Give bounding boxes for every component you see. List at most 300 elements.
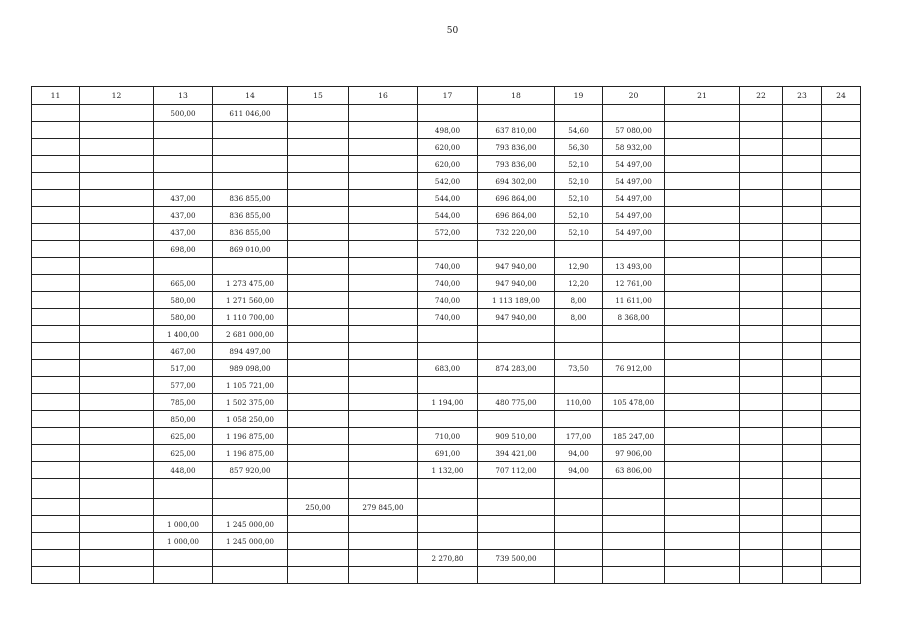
table-cell [32, 360, 80, 377]
table-cell [665, 207, 740, 224]
table-cell: 94,00 [555, 462, 603, 479]
table-cell [288, 445, 349, 462]
table-cell: 12,90 [555, 258, 603, 275]
table-cell: 710,00 [418, 428, 478, 445]
table-cell: 580,00 [154, 292, 213, 309]
table-cell: 696 864,00 [478, 190, 555, 207]
table-cell [32, 516, 80, 533]
table-cell [740, 241, 783, 258]
table-cell [349, 428, 418, 445]
table-cell [154, 139, 213, 156]
table-cell: 691,00 [418, 445, 478, 462]
table-cell: 13 493,00 [603, 258, 665, 275]
table-cell [418, 499, 478, 516]
column-header: 22 [740, 87, 783, 105]
table-cell [665, 360, 740, 377]
table-cell [740, 122, 783, 139]
table-row [32, 173, 861, 190]
table-cell [288, 292, 349, 309]
table-cell [665, 445, 740, 462]
table-cell [288, 428, 349, 445]
table-cell: 1 058 250,00 [213, 411, 288, 428]
table-cell [349, 122, 418, 139]
column-header: 21 [665, 87, 740, 105]
table-cell [288, 533, 349, 550]
table-cell [80, 411, 154, 428]
table-cell [349, 139, 418, 156]
table-cell [80, 377, 154, 394]
table-cell: 110,00 [555, 394, 603, 411]
table-cell: 250,00 [288, 499, 349, 516]
table-cell [665, 156, 740, 173]
table-cell [80, 292, 154, 309]
table-cell [822, 105, 861, 122]
table-cell: 1 271 560,00 [213, 292, 288, 309]
table-cell [740, 360, 783, 377]
table-cell: 637 810,00 [478, 122, 555, 139]
table-cell: 694 302,00 [478, 173, 555, 190]
table-cell: 1 110 700,00 [213, 309, 288, 326]
table-cell [418, 105, 478, 122]
table-cell: 467,00 [154, 343, 213, 360]
table-cell [783, 309, 822, 326]
table-cell [665, 394, 740, 411]
table-cell [822, 394, 861, 411]
table-cell [288, 224, 349, 241]
table-cell [288, 139, 349, 156]
table-cell [783, 462, 822, 479]
table-cell [288, 173, 349, 190]
table-body [32, 105, 861, 584]
table-cell: 52,10 [555, 156, 603, 173]
table-cell [740, 190, 783, 207]
table-cell [822, 173, 861, 190]
table-cell [288, 241, 349, 258]
table-cell [349, 516, 418, 533]
table-cell [555, 533, 603, 550]
table-cell: 544,00 [418, 190, 478, 207]
table-cell [603, 411, 665, 428]
table-cell: 544,00 [418, 207, 478, 224]
table-cell [349, 326, 418, 343]
table-cell [740, 533, 783, 550]
table-cell: 874 283,00 [478, 360, 555, 377]
table-cell [80, 139, 154, 156]
table-cell [32, 105, 80, 122]
table-cell [288, 343, 349, 360]
table-cell: 1 105 721,00 [213, 377, 288, 394]
table-cell [478, 411, 555, 428]
table-cell [32, 241, 80, 258]
table-cell [288, 190, 349, 207]
table-cell [822, 156, 861, 173]
table-cell: 947 940,00 [478, 258, 555, 275]
table-cell [349, 445, 418, 462]
table-cell: 12 761,00 [603, 275, 665, 292]
table-cell [288, 516, 349, 533]
table-cell [822, 516, 861, 533]
table-cell [783, 411, 822, 428]
table-cell: 105 478,00 [603, 394, 665, 411]
table-cell [665, 533, 740, 550]
table-cell [154, 122, 213, 139]
table-cell [665, 428, 740, 445]
table-cell [822, 343, 861, 360]
table-cell [740, 377, 783, 394]
table-cell [288, 156, 349, 173]
table-cell: 683,00 [418, 360, 478, 377]
column-header: 24 [822, 87, 861, 105]
table-cell [603, 241, 665, 258]
table-cell [740, 207, 783, 224]
table-cell [740, 567, 783, 584]
table-cell [418, 411, 478, 428]
table-cell [665, 224, 740, 241]
table-cell [32, 462, 80, 479]
table-cell: 577,00 [154, 377, 213, 394]
table-cell [822, 445, 861, 462]
table-cell [665, 411, 740, 428]
table-cell [822, 499, 861, 516]
table-cell [603, 499, 665, 516]
table-cell [665, 105, 740, 122]
table-cell [80, 309, 154, 326]
table-cell [80, 190, 154, 207]
table-cell [665, 309, 740, 326]
table-cell [665, 139, 740, 156]
table-cell: 572,00 [418, 224, 478, 241]
table-cell [349, 533, 418, 550]
table-cell: 11 611,00 [603, 292, 665, 309]
table-cell [478, 326, 555, 343]
table-cell [603, 326, 665, 343]
table-row [32, 499, 861, 516]
table-cell [80, 462, 154, 479]
table-cell [288, 258, 349, 275]
table-cell [80, 360, 154, 377]
table-cell [32, 292, 80, 309]
table-cell [349, 377, 418, 394]
table-cell [288, 394, 349, 411]
table-cell: 947 940,00 [478, 275, 555, 292]
column-header: 18 [478, 87, 555, 105]
table-cell [213, 156, 288, 173]
table-cell [288, 411, 349, 428]
table-cell [288, 105, 349, 122]
table-row [32, 275, 861, 292]
column-header: 20 [603, 87, 665, 105]
table-cell [783, 550, 822, 567]
table-cell [288, 479, 349, 499]
table-cell: 1 113 189,00 [478, 292, 555, 309]
table-cell [32, 258, 80, 275]
table-cell: 73,50 [555, 360, 603, 377]
table-cell [740, 105, 783, 122]
table-cell [32, 567, 80, 584]
table-cell [418, 377, 478, 394]
table-cell [32, 156, 80, 173]
table-cell [80, 207, 154, 224]
table-cell [783, 360, 822, 377]
table-cell [32, 190, 80, 207]
table-cell [740, 550, 783, 567]
table-cell: 793 836,00 [478, 139, 555, 156]
table-row [32, 309, 861, 326]
table-cell [418, 516, 478, 533]
table-cell [349, 550, 418, 567]
table-cell [783, 377, 822, 394]
table-cell: 1 245 000,00 [213, 516, 288, 533]
table-cell [288, 550, 349, 567]
table-cell [80, 343, 154, 360]
table-cell [349, 292, 418, 309]
table-cell [349, 224, 418, 241]
table-cell [783, 533, 822, 550]
table-cell [783, 394, 822, 411]
table-cell [665, 190, 740, 207]
table-cell [783, 428, 822, 445]
table-cell [603, 105, 665, 122]
table-cell [349, 258, 418, 275]
table-cell: 52,10 [555, 207, 603, 224]
table-cell: 696 864,00 [478, 207, 555, 224]
table-cell [80, 533, 154, 550]
table-cell [665, 550, 740, 567]
table-cell: 8 368,00 [603, 309, 665, 326]
table-row [32, 567, 861, 584]
table-cell [603, 377, 665, 394]
table-cell: 836 855,00 [213, 190, 288, 207]
table-cell: 56,30 [555, 139, 603, 156]
table-cell: 57 080,00 [603, 122, 665, 139]
table-cell [555, 567, 603, 584]
table-cell [665, 292, 740, 309]
table-cell [80, 479, 154, 499]
table-cell: 8,00 [555, 309, 603, 326]
table-cell [603, 550, 665, 567]
table-cell [555, 343, 603, 360]
table-cell [740, 224, 783, 241]
table-cell: 1 196 875,00 [213, 445, 288, 462]
table-cell: 1 400,00 [154, 326, 213, 343]
table-cell: 52,10 [555, 173, 603, 190]
table-cell [783, 499, 822, 516]
table-cell [783, 173, 822, 190]
table-cell [213, 139, 288, 156]
table-cell [418, 326, 478, 343]
table-cell [349, 173, 418, 190]
table-cell [665, 122, 740, 139]
table-cell: 1 502 375,00 [213, 394, 288, 411]
table-cell: 63 806,00 [603, 462, 665, 479]
table-cell: 1 245 000,00 [213, 533, 288, 550]
table-cell: 793 836,00 [478, 156, 555, 173]
table-cell: 740,00 [418, 292, 478, 309]
table-cell: 625,00 [154, 428, 213, 445]
table-cell [555, 550, 603, 567]
table-cell [349, 156, 418, 173]
table-row [32, 550, 861, 567]
table-cell: 665,00 [154, 275, 213, 292]
table-cell [32, 428, 80, 445]
table-cell: 836 855,00 [213, 207, 288, 224]
table-cell [783, 207, 822, 224]
table-cell: 2 681 000,00 [213, 326, 288, 343]
header-row [32, 87, 861, 105]
table-row [32, 207, 861, 224]
table-cell [80, 173, 154, 190]
table-cell: 76 912,00 [603, 360, 665, 377]
data-table [31, 86, 861, 584]
table-cell [288, 309, 349, 326]
table-cell: 54 497,00 [603, 156, 665, 173]
table-cell [822, 309, 861, 326]
table-cell [213, 479, 288, 499]
table-row [32, 122, 861, 139]
table-cell: 177,00 [555, 428, 603, 445]
table-cell [154, 156, 213, 173]
table-cell: 707 112,00 [478, 462, 555, 479]
table-cell [603, 533, 665, 550]
table-cell [32, 377, 80, 394]
column-header: 19 [555, 87, 603, 105]
table-cell: 58 932,00 [603, 139, 665, 156]
table-cell [32, 343, 80, 360]
table-cell [822, 258, 861, 275]
table-cell [32, 122, 80, 139]
table-cell: 732 220,00 [478, 224, 555, 241]
table-cell [213, 173, 288, 190]
table-cell [665, 479, 740, 499]
table-cell [80, 258, 154, 275]
table-cell [783, 190, 822, 207]
table-cell [288, 326, 349, 343]
table-cell: 989 098,00 [213, 360, 288, 377]
table-cell [783, 224, 822, 241]
table-cell [783, 105, 822, 122]
column-header: 14 [213, 87, 288, 105]
table-cell: 97 906,00 [603, 445, 665, 462]
table-cell [822, 377, 861, 394]
table-cell [213, 550, 288, 567]
table-cell [665, 326, 740, 343]
table-cell [665, 258, 740, 275]
table-cell [822, 241, 861, 258]
table-cell [740, 275, 783, 292]
table-cell [665, 275, 740, 292]
table-cell [80, 499, 154, 516]
table-cell: 620,00 [418, 139, 478, 156]
table-cell: 480 775,00 [478, 394, 555, 411]
table-cell [822, 533, 861, 550]
table-cell [418, 241, 478, 258]
column-header: 15 [288, 87, 349, 105]
table-cell: 542,00 [418, 173, 478, 190]
table-cell [555, 499, 603, 516]
table-cell: 437,00 [154, 207, 213, 224]
table-row [32, 394, 861, 411]
table-cell [80, 550, 154, 567]
table-cell [555, 241, 603, 258]
table-cell [740, 479, 783, 499]
table-cell [32, 394, 80, 411]
table-cell [822, 122, 861, 139]
table-cell [665, 241, 740, 258]
table-cell [740, 428, 783, 445]
table-cell: 611 046,00 [213, 105, 288, 122]
table-cell [213, 567, 288, 584]
table-cell [288, 462, 349, 479]
table-row [32, 292, 861, 309]
table-cell [822, 139, 861, 156]
column-header: 13 [154, 87, 213, 105]
table-row [32, 105, 861, 122]
table-cell [288, 122, 349, 139]
table-row [32, 428, 861, 445]
table-cell [349, 394, 418, 411]
column-header: 17 [418, 87, 478, 105]
table-cell: 857 920,00 [213, 462, 288, 479]
table-cell: 52,10 [555, 224, 603, 241]
table-cell [740, 156, 783, 173]
table-cell [80, 567, 154, 584]
column-header: 12 [80, 87, 154, 105]
table-cell [783, 567, 822, 584]
table-cell [80, 122, 154, 139]
column-header: 11 [32, 87, 80, 105]
table-cell [154, 173, 213, 190]
page-number: 50 [446, 26, 459, 36]
table-cell: 740,00 [418, 258, 478, 275]
table-cell [478, 567, 555, 584]
table-cell [32, 550, 80, 567]
table-cell: 2 270,80 [418, 550, 478, 567]
table-cell [349, 241, 418, 258]
table-cell: 1 000,00 [154, 516, 213, 533]
table-cell [80, 241, 154, 258]
table-cell: 498,00 [418, 122, 478, 139]
table-cell [783, 326, 822, 343]
table-cell: 394 421,00 [478, 445, 555, 462]
table-cell: 1 273 475,00 [213, 275, 288, 292]
table-cell [349, 462, 418, 479]
table-cell [783, 139, 822, 156]
table-cell: 620,00 [418, 156, 478, 173]
table-cell [665, 377, 740, 394]
table-cell [154, 258, 213, 275]
table-cell [740, 343, 783, 360]
table-row [32, 343, 861, 360]
table-cell: 1 194,00 [418, 394, 478, 411]
table-cell [740, 445, 783, 462]
table-cell [349, 567, 418, 584]
table-cell: 94,00 [555, 445, 603, 462]
table-row [32, 479, 861, 499]
table-cell: 869 010,00 [213, 241, 288, 258]
table-cell [783, 445, 822, 462]
table-cell [822, 224, 861, 241]
table-cell [822, 275, 861, 292]
table-cell [822, 360, 861, 377]
table-cell: 894 497,00 [213, 343, 288, 360]
table-cell: 54,60 [555, 122, 603, 139]
table-row [32, 139, 861, 156]
table-cell: 740,00 [418, 309, 478, 326]
table-cell [822, 292, 861, 309]
table-cell [32, 479, 80, 499]
table-cell [80, 156, 154, 173]
table-cell [80, 326, 154, 343]
